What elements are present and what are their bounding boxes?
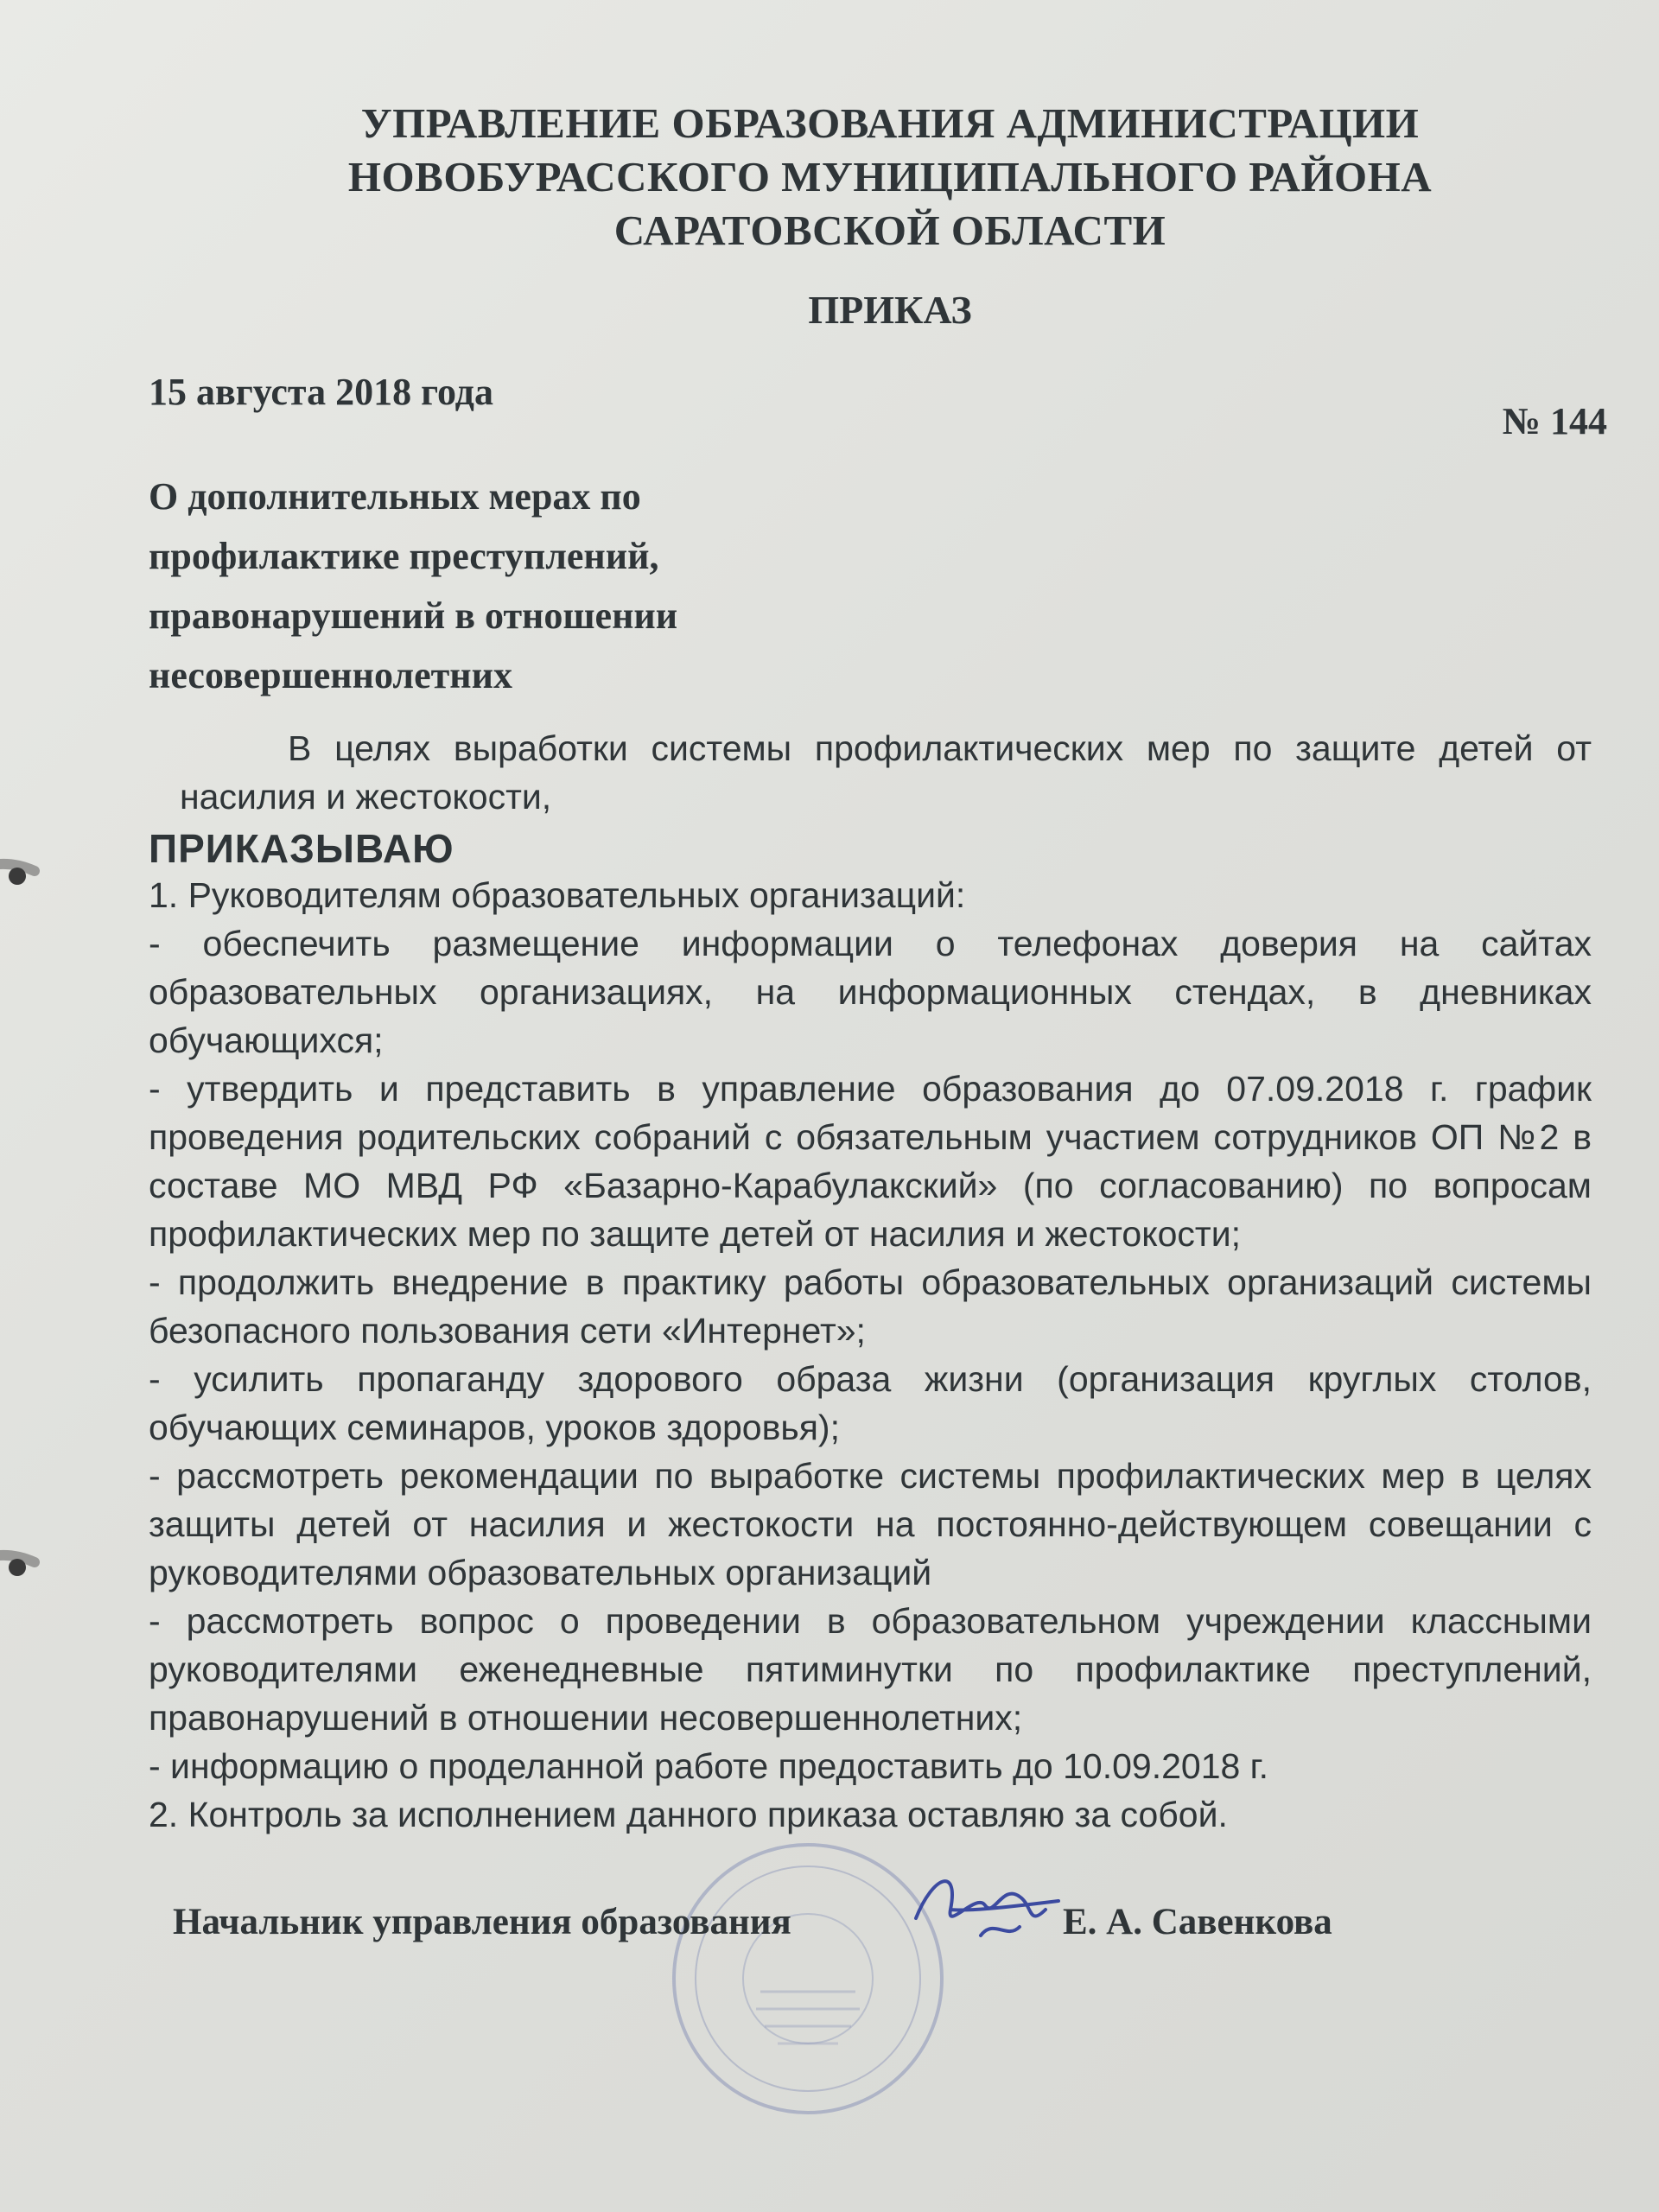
header-line: САРАТОВСКОЙ ОБЛАСТИ bbox=[613, 207, 1166, 254]
signatory-name: Е. А. Савенкова bbox=[1063, 1902, 1332, 1942]
list-item: 1. Руководителям образовательных организаций: bbox=[149, 875, 966, 915]
list-item: - обеспечить размещение информации о телефонах доверия на сайтах образовательных организациях, на информационных стендах, в дневниках обучающихся; bbox=[149, 924, 1592, 1060]
binder-ring bbox=[0, 855, 69, 893]
organization-header bbox=[216, 97, 1564, 257]
list-item: - продолжить внедрение в практику работы образовательных организаций системы безопасного пользования сети «Интернет»; bbox=[149, 1262, 1592, 1351]
subject-line: правонарушений в отношении bbox=[149, 594, 678, 637]
list-item: - рассмотреть рекомендации по выработке системы профилактических мер в целях защиты детей от насилия и жестокости на постоянно-действующем совещании с руководителями образовательных организаций bbox=[149, 1456, 1592, 1592]
list-item: - усилить пропаганду здорового образа жизни (организация круглых столов, обучающих семинаров, уроков здоровья); bbox=[149, 1359, 1592, 1447]
handwritten-signature bbox=[899, 1858, 1071, 1953]
order-keyword: ПРИКАЗЫВАЮ bbox=[149, 826, 454, 871]
signatory-title: Начальник управления образования bbox=[173, 1902, 791, 1942]
subject-line: профилактике преступлений, bbox=[149, 535, 659, 577]
intro-paragraph: В целях выработки системы профилактических мер по защите детей от насилия и жестокости, bbox=[180, 728, 1592, 817]
subject-line: несовершеннолетних bbox=[149, 654, 512, 696]
list-item: 2. Контроль за исполнением данного приказа оставляю за собой. bbox=[149, 1795, 1228, 1834]
order-date: 15 августа 2018 года bbox=[149, 371, 493, 413]
order-body bbox=[149, 724, 1592, 1839]
header-line: НОВОБУРАССКОГО МУНИЦИПАЛЬНОГО РАЙОНА bbox=[347, 153, 1433, 200]
subject-line: О дополнительных мерах по bbox=[149, 475, 641, 518]
list-item: - утвердить и представить в управление образования до 07.09.2018 г. график проведения родительских собраний с обязательным участием сотрудников ОП №2 в составе МО МВД РФ «Базарно-Карабулакский» (по согласованию) по вопросам профилактических мер по защите детей от насилия и жестокости; bbox=[149, 1069, 1592, 1254]
order-subject bbox=[149, 467, 788, 705]
binder-ring bbox=[0, 1547, 69, 1585]
list-item: - рассмотреть вопрос о проведении в образовательном учреждении классными руководителями еженедневные пятиминутки по профилактике преступлений, правонарушений в отношении несовершеннолетних; bbox=[149, 1601, 1592, 1738]
document-type: ПРИКАЗ bbox=[808, 288, 972, 332]
list-item: - информацию о проделанной работе предоставить до 10.09.2018 г. bbox=[149, 1746, 1269, 1786]
order-number: № 144 bbox=[1502, 400, 1607, 442]
header-line: УПРАВЛЕНИЕ ОБРАЗОВАНИЯ АДМИНИСТРАЦИИ bbox=[360, 99, 1420, 147]
